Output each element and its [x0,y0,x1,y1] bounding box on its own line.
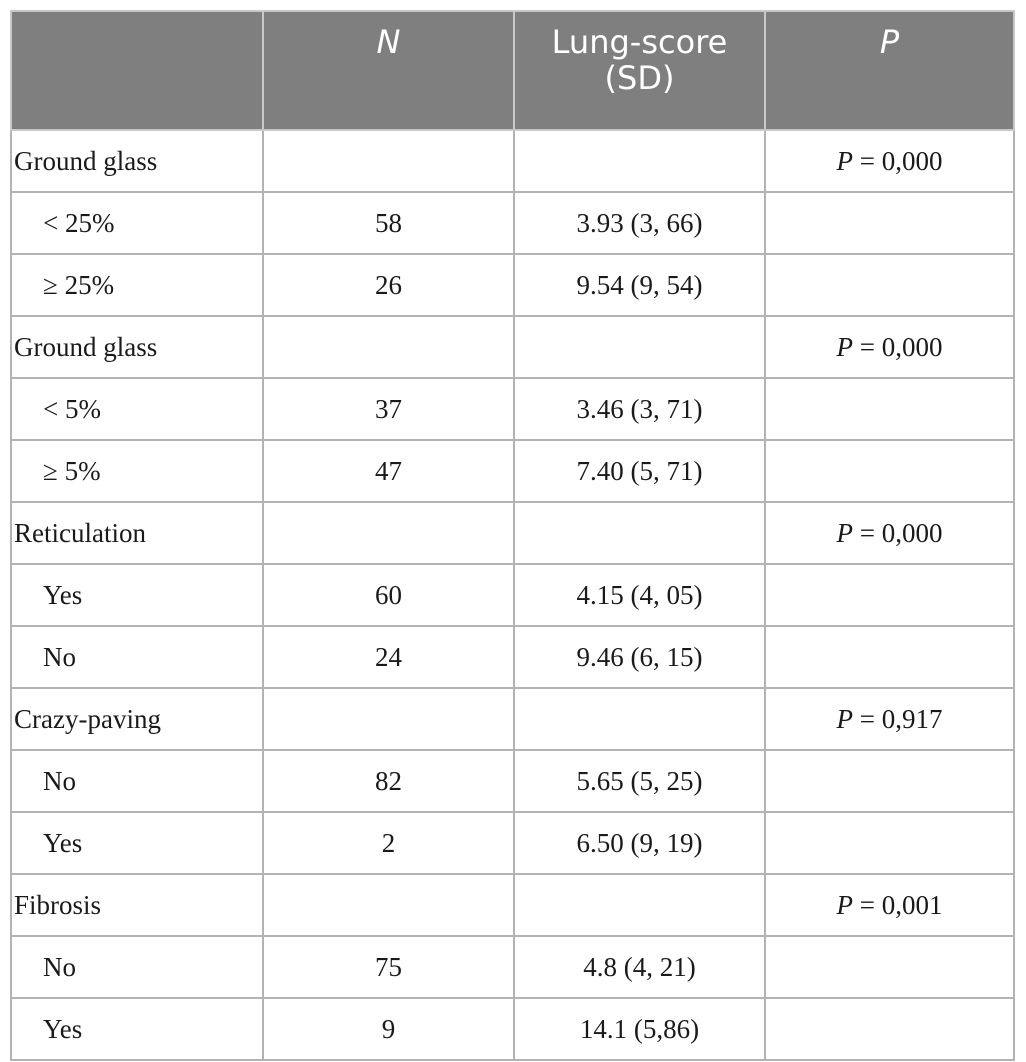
p-symbol: P [836,517,853,548]
row-label: Ground glass [11,316,263,378]
table-row [11,378,1014,440]
p-value: = 0,000 [853,145,943,176]
table-row [11,192,1014,254]
row-n: 60 [263,564,514,626]
row-label: ≥ 25% [11,254,263,316]
row-n: 82 [263,750,514,812]
row-lung-score [514,874,765,936]
table-row [11,874,1014,936]
row-n [263,502,514,564]
row-p [765,874,1014,936]
p-value: = 0,000 [853,517,943,548]
row-p [765,502,1014,564]
row-lung-score: 4.8 (4, 21) [514,936,765,998]
table-row [11,130,1014,192]
row-lung-score: 4.15 (4, 05) [514,564,765,626]
row-label: < 25% [11,192,263,254]
row-label: Fibrosis [11,874,263,936]
row-p [765,750,1014,812]
table-row [11,936,1014,998]
table-row [11,812,1014,874]
header-lung-score-line1: Lung-score [551,23,728,61]
lung-score-table [10,10,1015,1061]
row-lung-score: 5.65 (5, 25) [514,750,765,812]
table-row [11,254,1014,316]
row-p [765,688,1014,750]
table-row [11,564,1014,626]
header-lung-score-line2: (SD) [604,59,675,97]
table-row [11,440,1014,502]
row-lung-score: 6.50 (9, 19) [514,812,765,874]
table-row [11,750,1014,812]
row-label: Yes [11,998,263,1060]
row-p [765,254,1014,316]
row-n: 58 [263,192,514,254]
table-row [11,688,1014,750]
row-lung-score: 9.46 (6, 15) [514,626,765,688]
row-p [765,936,1014,998]
row-lung-score [514,502,765,564]
row-p [765,812,1014,874]
row-label: Ground glass [11,130,263,192]
row-n: 47 [263,440,514,502]
row-n: 37 [263,378,514,440]
row-lung-score: 9.54 (9, 54) [514,254,765,316]
row-lung-score [514,130,765,192]
table-row [11,626,1014,688]
header-n: N [263,11,514,130]
row-n [263,874,514,936]
header-lung-score [514,11,765,130]
row-n: 26 [263,254,514,316]
row-label: Crazy-paving [11,688,263,750]
row-p [765,998,1014,1060]
row-p [765,316,1014,378]
row-lung-score: 3.93 (3, 66) [514,192,765,254]
row-label: No [11,750,263,812]
row-lung-score: 14.1 (5,86) [514,998,765,1060]
row-label: < 5% [11,378,263,440]
row-p [765,564,1014,626]
table-row [11,502,1014,564]
row-label: Reticulation [11,502,263,564]
table-row [11,998,1014,1060]
p-value: = 0,000 [853,331,943,362]
row-n [263,130,514,192]
row-n: 24 [263,626,514,688]
row-label: Yes [11,564,263,626]
header-row [11,11,1014,130]
p-symbol: P [836,145,853,176]
row-label: No [11,626,263,688]
p-symbol: P [836,331,853,362]
row-n [263,316,514,378]
row-p [765,378,1014,440]
row-label: No [11,936,263,998]
row-p [765,440,1014,502]
p-value: = 0,001 [853,889,943,920]
header-p: P [765,11,1014,130]
row-n [263,688,514,750]
row-label: ≥ 5% [11,440,263,502]
header-empty-cell [11,11,263,130]
row-n: 2 [263,812,514,874]
row-p [765,130,1014,192]
row-p [765,192,1014,254]
row-lung-score: 7.40 (5, 71) [514,440,765,502]
row-lung-score [514,688,765,750]
p-symbol: P [836,889,853,920]
row-n: 9 [263,998,514,1060]
p-value: = 0,917 [853,703,943,734]
row-label: Yes [11,812,263,874]
row-lung-score [514,316,765,378]
row-p [765,626,1014,688]
p-symbol: P [836,703,853,734]
row-lung-score: 3.46 (3, 71) [514,378,765,440]
row-n: 75 [263,936,514,998]
table-row [11,316,1014,378]
